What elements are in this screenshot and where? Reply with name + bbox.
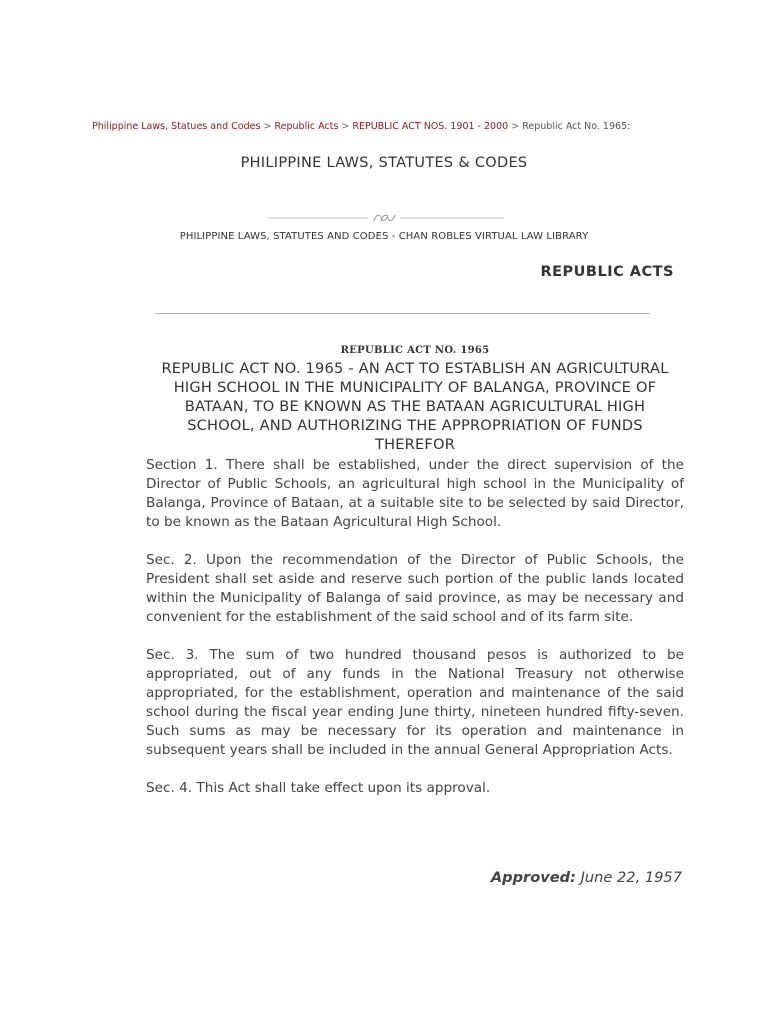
breadcrumb-link-philippine-laws[interactable]: Philippine Laws, Statues and Codes	[92, 121, 261, 132]
approved-label: Approved:	[490, 869, 576, 886]
horizontal-rule	[155, 313, 650, 314]
breadcrumb-separator: >	[341, 121, 350, 132]
approved-date: June 22, 1957	[580, 869, 682, 886]
site-title: PHILIPPINE LAWS, STATUTES & CODES	[240, 155, 528, 171]
ornament-divider-icon	[268, 211, 504, 225]
breadcrumb	[92, 121, 712, 132]
breadcrumb-link-republic-acts[interactable]: Republic Acts	[274, 121, 339, 132]
act-section-2: Sec. 2. Upon the recommendation of the Director of Public Schools, the President shall set aside and reserve such portion of the public lands located within the Municipality of Balanga of said province, as may be necessary and convenient for the establishment of the said school and of its farm site.	[146, 552, 684, 625]
section-title: REPUBLIC ACTS	[540, 264, 674, 280]
act-section-3: Sec. 3. The sum of two hundred thousand pesos is authorized to be appropriated, out of any funds in the National Treasury not otherwise appropriated, for the establishment, operation and maintenance of the said school during the fiscal year ending June thirty, nineteen hundred fifty-seven. Such sums as may be necessary for its operation and maintenance in subsequent years shall be included in the annual General Appropriation Acts.	[146, 647, 684, 758]
breadcrumb-separator: >	[511, 121, 520, 132]
breadcrumb-link-act-range[interactable]: REPUBLIC ACT NOS. 1901 - 2000	[352, 121, 509, 132]
act-title: REPUBLIC ACT NO. 1965 - AN ACT TO ESTABLISH AN AGRICULTURAL HIGH SCHOOL IN THE MUNICIPALITY OF BALANGA, PROVINCE OF BATAAN, TO BE KNOWN AS THE BATAAN AGRICULTURAL HIGH SCHOOL, AND AUTHORIZING THE APPROPRIATION OF FUNDS THEREFOR	[161, 360, 669, 453]
library-line: PHILIPPINE LAWS, STATUTES AND CODES - CHAN ROBLES VIRTUAL LAW LIBRARY	[179, 231, 589, 242]
approval-line	[491, 869, 682, 886]
breadcrumb-current: Republic Act No. 1965:	[522, 121, 631, 132]
act-body	[146, 456, 684, 817]
act-section-1: Section 1. There shall be established, under the direct supervision of the Director of Public Schools, an agricultural high school in the Municipality of Balanga, Province of Bataan, at a suitable site to be selected by said Director, to be known as the Bataan Agricultural High School.	[146, 457, 684, 530]
act-number: REPUBLIC ACT NO. 1965	[340, 345, 490, 356]
breadcrumb-separator: >	[263, 121, 272, 132]
act-section-4: Sec. 4. This Act shall take effect upon its approval.	[146, 780, 491, 796]
